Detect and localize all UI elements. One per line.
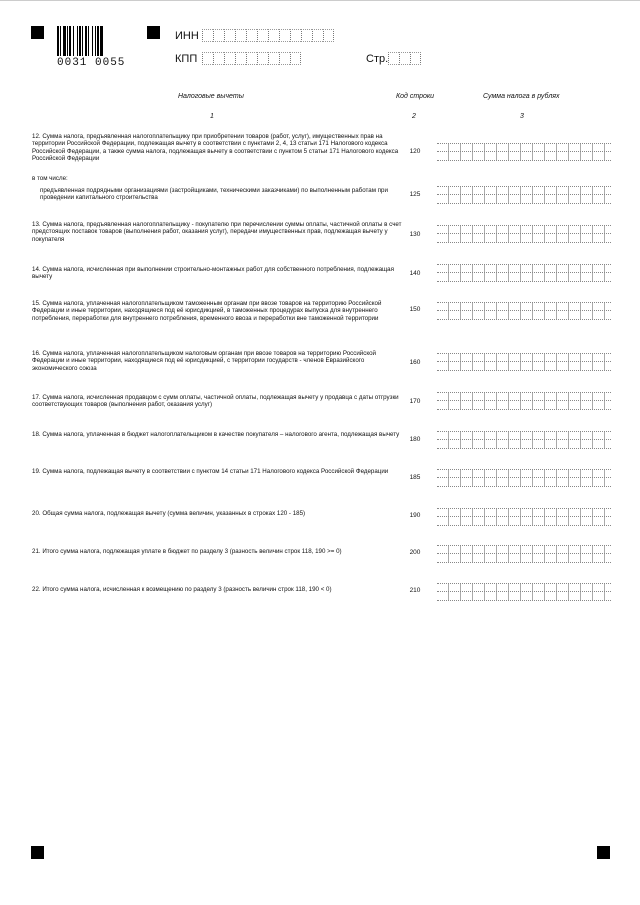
row-code: 180: [409, 436, 421, 443]
code-column-header: Код строки: [396, 93, 435, 100]
row-code: 170: [409, 398, 421, 405]
character-cell[interactable]: [246, 52, 257, 65]
character-cell[interactable]: [388, 52, 399, 65]
character-cell[interactable]: [257, 29, 268, 42]
row-text: предъявленная подрядными организациями (застройщиками, техническими заказчиками) по выполненным работам при проведении капитального строительства: [40, 187, 388, 202]
row-code: 120: [409, 148, 421, 155]
amount-field[interactable]: [437, 431, 611, 449]
row-code: 150: [409, 306, 421, 313]
column-number-1: 1: [210, 113, 214, 120]
character-cell[interactable]: [246, 29, 257, 42]
character-cell[interactable]: [202, 52, 213, 65]
deductions-column-header: Налоговые вычеты: [178, 93, 244, 100]
character-cell[interactable]: [213, 29, 224, 42]
row-text: 18. Сумма налога, уплаченная в бюджет налогоплательщиком в качестве покупателя – налогового агента, подлежащая вычету: [32, 431, 400, 438]
row-text: 19. Сумма налога, подлежащая вычету в соответствии с пунктом 14 статьи 171 Налогового кодекса Российской Федерации: [32, 468, 389, 475]
character-cell[interactable]: [399, 52, 410, 65]
row-code: 160: [409, 359, 421, 366]
character-cell[interactable]: [290, 29, 301, 42]
row-text: 12. Сумма налога, предъявленная налогоплательщику при приобретении товаров (работ, услуг), имущественных прав на территории Российской Федерации, подлежащая вычету в соответствии с пунктами 2, 4, 13 статьи 171 Налогового кодекса Российской Федерации, а также сумма налога, подлежащая вычету в соответствии с пунктом 5 статьи 171 Налогового кодекса Российской Федерации: [32, 133, 399, 163]
barcode: [57, 26, 137, 69]
character-cell[interactable]: [268, 52, 279, 65]
character-cell[interactable]: [202, 29, 213, 42]
barcode-number: 0031 0055: [57, 57, 126, 69]
column-number-3: 3: [520, 113, 524, 120]
row-including-label: в том числе:: [32, 175, 68, 182]
inn-label: ИНН: [175, 30, 199, 42]
corner-marker-top-left: [31, 26, 44, 39]
barcode-bar: [103, 26, 104, 56]
character-cell[interactable]: [224, 52, 235, 65]
character-cell[interactable]: [290, 52, 301, 65]
row-text: 21. Итого сумма налога, подлежащая уплате в бюджет по разделу 3 (разность величин строк 118, 190 >= 0): [32, 548, 342, 555]
character-cell[interactable]: [410, 52, 421, 65]
row-text: 20. Общая сумма налога, подлежащая вычету (сумма величин, указанных в строках 120 - 185): [32, 510, 306, 517]
kpp-label: КПП: [175, 53, 198, 65]
amount-field[interactable]: [437, 302, 611, 320]
character-cell[interactable]: [268, 29, 279, 42]
row-text: 16. Сумма налога, уплаченная налогоплательщиком налоговым органам при ввозе товаров на территорию Российской Федерации и иные территории, находящиеся под её юрисдикцией, с территории государств - членов Евразийского экономического союза: [32, 350, 377, 372]
row-code: 185: [409, 474, 421, 481]
row-code: 140: [409, 270, 421, 277]
character-cell[interactable]: [235, 52, 246, 65]
corner-marker-bottom-left: [31, 846, 44, 859]
character-cell[interactable]: [279, 29, 290, 42]
character-cell[interactable]: [323, 29, 334, 42]
inn-field[interactable]: [202, 29, 334, 42]
amount-field[interactable]: [437, 186, 611, 204]
amount-field[interactable]: [437, 583, 611, 601]
row-code: 200: [409, 549, 421, 556]
amount-field[interactable]: [437, 545, 611, 563]
row-text: 17. Сумма налога, исчисленная продавцом с сумм оплаты, частичной оплаты, подлежащая вычету у продавца с даты отгрузки соответствующих товаров (выполнения работ, оказания услуг): [32, 394, 399, 409]
page-top-edge: [0, 0, 640, 1]
row-code: 210: [409, 587, 421, 594]
kpp-field[interactable]: [202, 52, 301, 65]
character-cell[interactable]: [213, 52, 224, 65]
character-cell[interactable]: [312, 29, 323, 42]
page-label: Стр.: [366, 53, 389, 65]
amount-field[interactable]: [437, 508, 611, 526]
row-text: 14. Сумма налога, исчисленная при выполнении строительно-монтажных работ для собственного потребления, подлежащая вычету: [32, 266, 394, 281]
row-text: 22. Итого сумма налога, исчисленная к возмещению по разделу 3 (разность величин строк 118, 190 < 0): [32, 586, 332, 593]
row-code: 125: [409, 191, 421, 198]
amount-field[interactable]: [437, 469, 611, 487]
row-text: 13. Сумма налога, предъявленная налогоплательщику - покупателю при перечислении суммы оплаты, частичной оплаты в счет предстоящих поставок товаров (выполнения работ, оказания услуг), передачи имущественных прав, подлежащая вычету у покупателя: [32, 221, 402, 243]
amount-field[interactable]: [437, 353, 611, 371]
corner-marker-top-right: [147, 26, 160, 39]
amount-field[interactable]: [437, 392, 611, 410]
barcode-bars: [57, 26, 137, 56]
character-cell[interactable]: [257, 52, 268, 65]
character-cell[interactable]: [235, 29, 246, 42]
corner-marker-bottom-right: [597, 846, 610, 859]
column-number-2: 2: [412, 113, 416, 120]
character-cell[interactable]: [224, 29, 235, 42]
page-number-field[interactable]: [388, 52, 421, 65]
amount-field[interactable]: [437, 264, 611, 282]
amount-column-header: Сумма налога в рублях: [483, 93, 560, 100]
character-cell[interactable]: [279, 52, 290, 65]
character-cell[interactable]: [301, 29, 312, 42]
row-code: 190: [409, 512, 421, 519]
row-text: 15. Сумма налога, уплаченная налогоплательщиком таможенным органам при ввозе товаров на территорию Российской Федерации и иные территории, находящиеся под её юрисдикцией, в таможенных процедурах выпуска для внутреннего потребления, переработки для внутреннего потребления, временного ввоза и переработки вне таможенной территории: [32, 300, 382, 322]
amount-field[interactable]: [437, 225, 611, 243]
row-code: 130: [409, 231, 421, 238]
amount-field[interactable]: [437, 143, 611, 161]
